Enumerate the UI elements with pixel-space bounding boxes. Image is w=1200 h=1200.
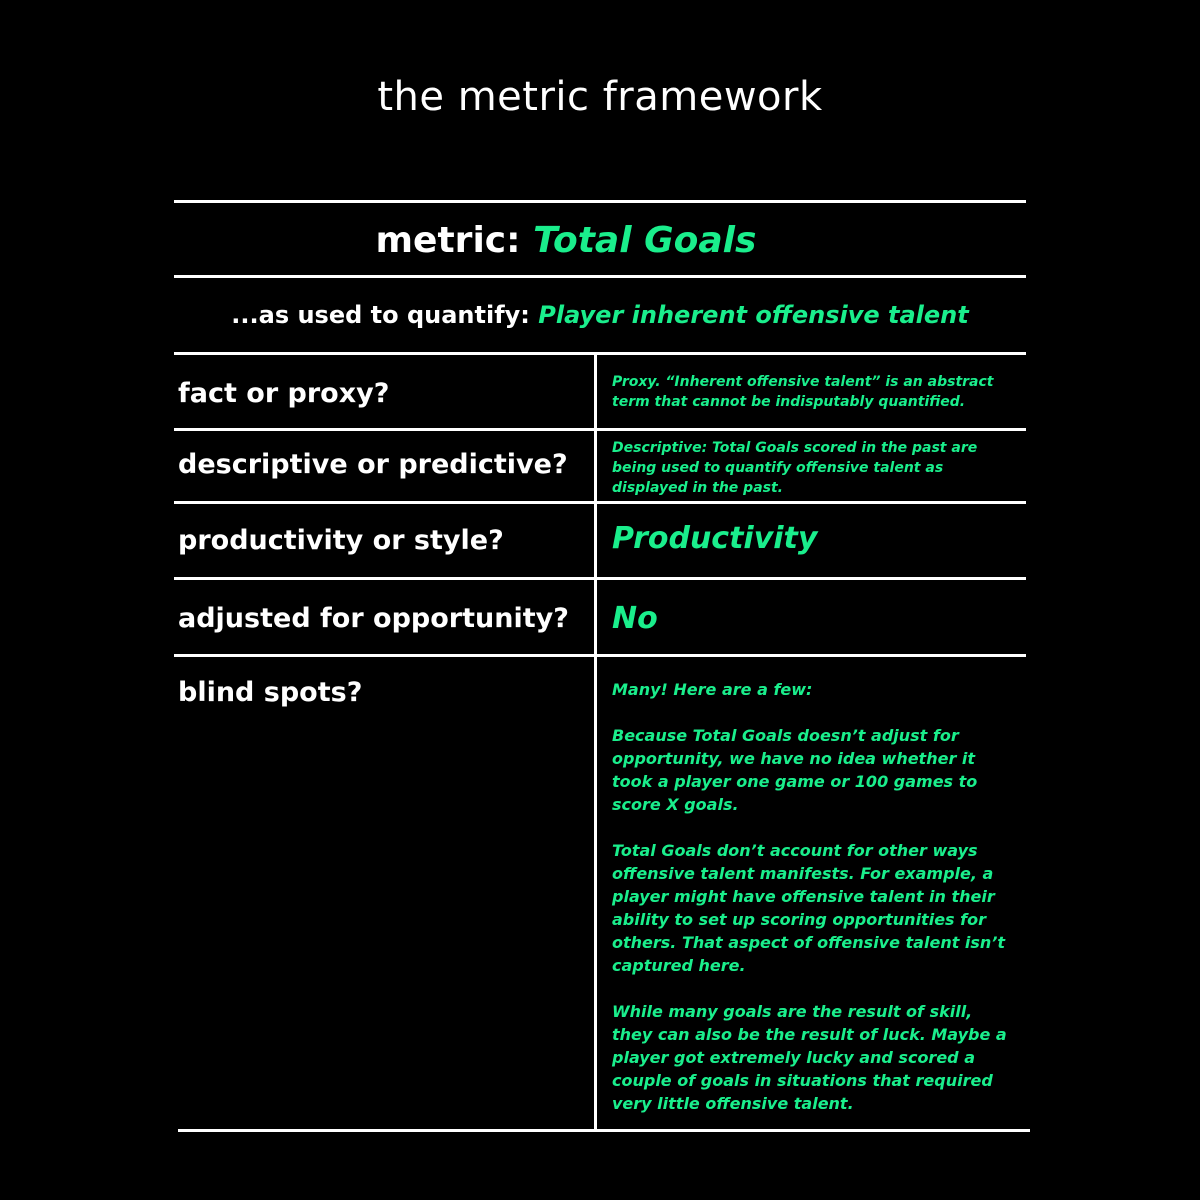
question-descriptive-or-predictive: descriptive or predictive? xyxy=(178,449,568,480)
answer-adjusted-for-opportunity: No xyxy=(612,601,658,636)
question-blind-spots: blind spots? xyxy=(178,677,363,708)
quantify-heading xyxy=(174,301,1026,329)
rule-row-1 xyxy=(174,428,1026,431)
question-adjusted-for-opportunity: adjusted for opportunity? xyxy=(178,603,569,634)
quantify-value: Player inherent offensive talent xyxy=(538,301,969,329)
rule-row-2 xyxy=(174,501,1026,504)
rule-row-3 xyxy=(174,577,1026,580)
metric-label: metric: xyxy=(375,220,521,261)
rule-top xyxy=(174,200,1026,203)
answer-blind-spots xyxy=(612,678,1016,1138)
question-productivity-or-style: productivity or style? xyxy=(178,525,504,556)
quantify-label: ...as used to quantify: xyxy=(231,301,530,329)
metric-value: Total Goals xyxy=(533,220,757,261)
blind-spots-point-luck: While many goals are the result of skill, they can also be the result of luck. Maybe a player got extremely lucky and scored a couple of goals in situations that required very little offensive talent. xyxy=(612,1002,1007,1113)
blind-spots-point-other-ways: Total Goals don’t account for other ways offensive talent manifests. For example, a player might have offensive talent in their ability to set up scoring opportunities for others. That aspect of offensive talent isn’t captured here. xyxy=(612,841,1006,975)
rule-row-4 xyxy=(174,654,1026,657)
rule-metric xyxy=(174,275,1026,278)
blind-spots-intro: Many! Here are a few: xyxy=(612,680,813,699)
blind-spots-point-opportunity: Because Total Goals doesn’t adjust for opportunity, we have no idea whether it took a player one game or 100 games to score X goals. xyxy=(612,726,978,814)
metric-heading xyxy=(174,220,1026,261)
page-title: the metric framework xyxy=(377,74,823,120)
answer-productivity-or-style: Productivity xyxy=(612,521,818,556)
rule-quantify xyxy=(174,352,1026,355)
answer-fact-or-proxy: Proxy. “Inherent offensive talent” is an abstract term that cannot be indisputably quantified. xyxy=(612,374,994,410)
question-fact-or-proxy: fact or proxy? xyxy=(178,378,390,409)
column-divider xyxy=(594,352,597,1132)
answer-descriptive-or-predictive: Descriptive: Total Goals scored in the past are being used to quantify offensive talent as displayed in the past. xyxy=(612,440,978,496)
